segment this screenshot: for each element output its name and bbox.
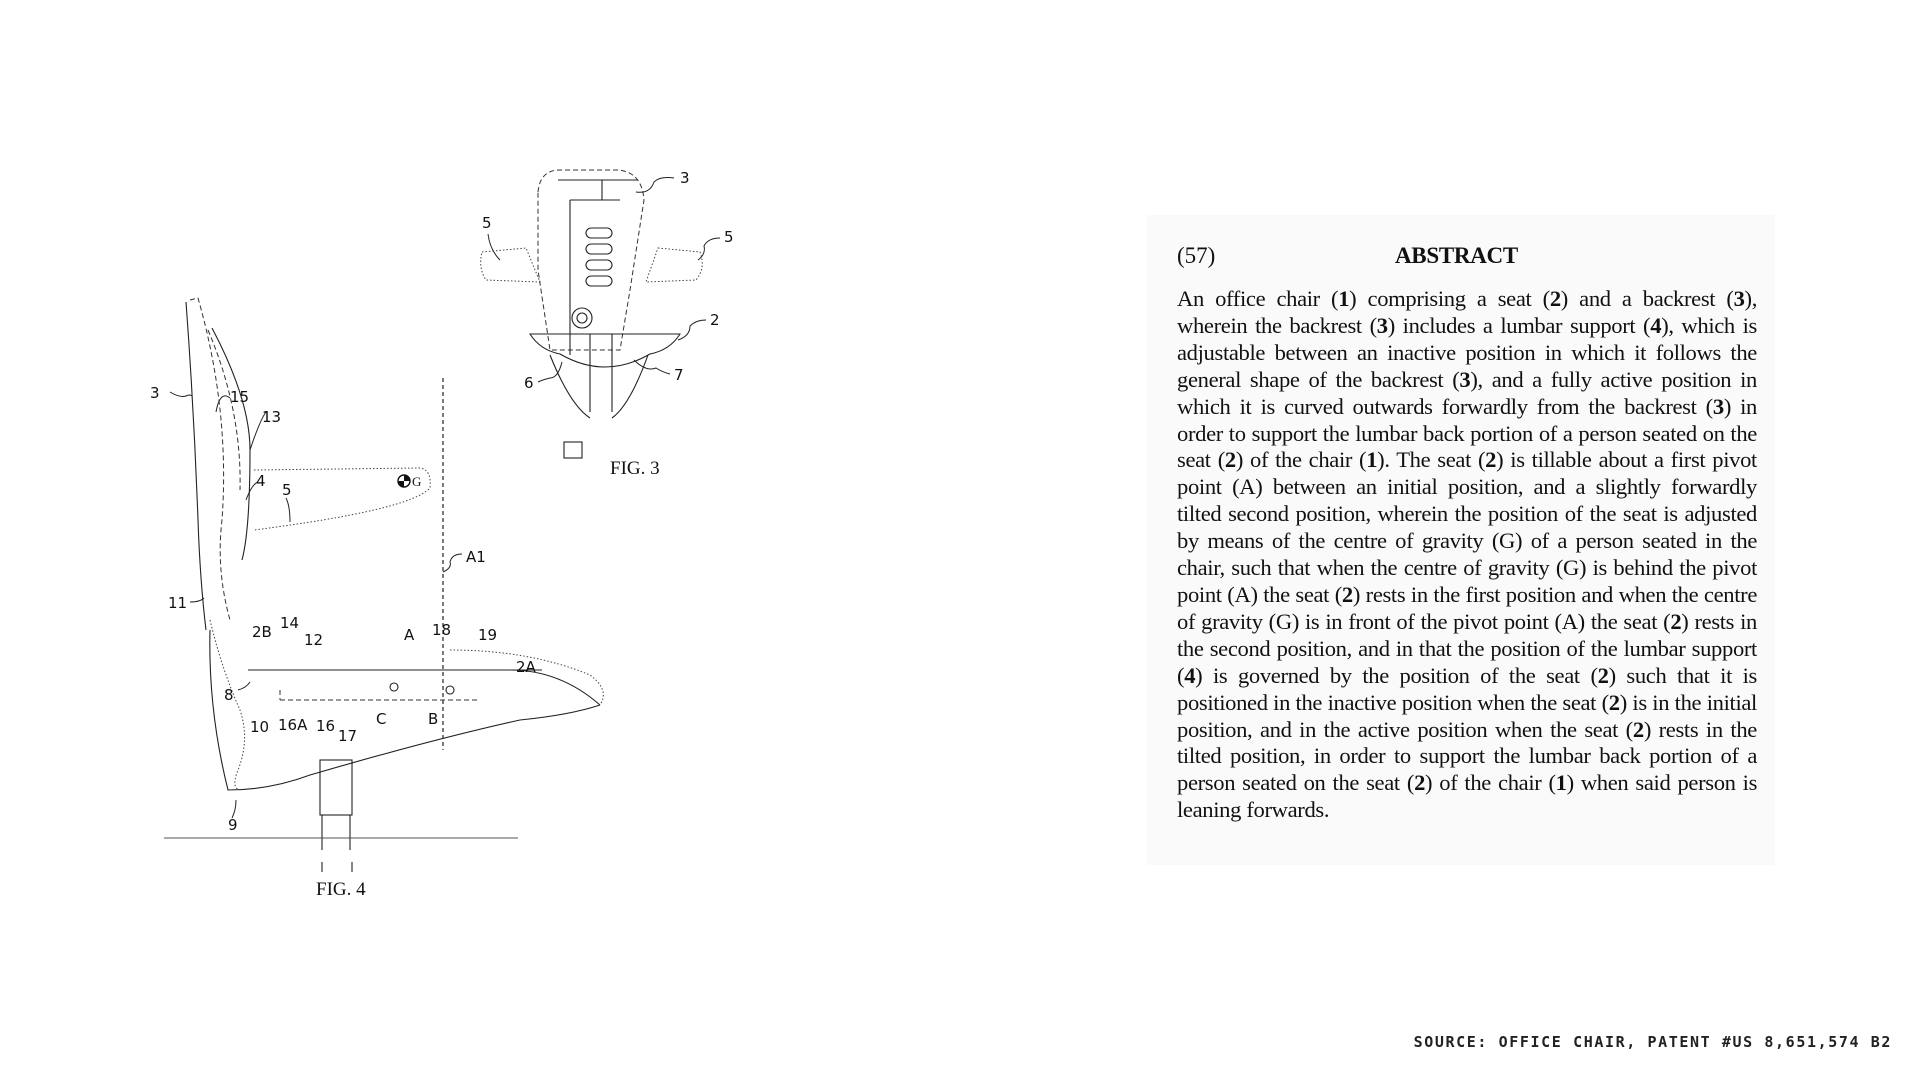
abstract-text: An office chair (: [1177, 286, 1339, 311]
fig4-leader: [443, 554, 462, 572]
fig3-seat-shell: [550, 355, 648, 418]
fig4-leader: [238, 682, 250, 690]
patent-drawings-svg: [150, 150, 750, 950]
reference-numeral: 4: [1184, 662, 1196, 688]
reference-numeral: 2: [1485, 447, 1497, 473]
abstract-title: ABSTRACT: [1395, 243, 1518, 268]
reference-numeral: 3: [1712, 393, 1724, 419]
fig4-gas-column: [320, 760, 352, 815]
fig4-leader: [170, 392, 192, 397]
reference-numeral: 2: [1341, 581, 1353, 607]
fig4-label: 5: [282, 481, 292, 499]
fig4-label: 14: [280, 614, 300, 632]
fig3-label: 5: [482, 214, 492, 232]
fig4-drawing: [150, 298, 603, 900]
fig3-leader-3: [636, 178, 674, 193]
fig4-label: 10: [250, 718, 270, 736]
abstract-text: ) such that it is positioned in the inactive position when the seat (: [1177, 662, 1757, 715]
fig3-label: 2: [710, 311, 720, 329]
fig4-label: 16A: [278, 716, 308, 734]
fig3-leader-5r: [698, 238, 720, 260]
fig4-label: 19: [478, 626, 498, 644]
fig4-leader: [216, 396, 230, 412]
abstract-text: ) rests in the second position, and in that the position of the lumbar support (: [1177, 608, 1758, 688]
fig4-pivot-b: [446, 686, 454, 694]
fig4-label-g: G: [412, 474, 422, 489]
reference-numeral: 1: [1366, 447, 1378, 473]
reference-numeral: 1: [1555, 770, 1567, 796]
fig3-knob-inner: [577, 313, 587, 323]
fig4-leader: [190, 598, 204, 602]
fig3-slot: [586, 276, 612, 286]
abstract-text: ) and a backrest (: [1560, 286, 1734, 311]
fig4-label: 12: [304, 631, 324, 649]
fig4-label: 3: [150, 384, 160, 402]
fig3-backrest-frame: [558, 180, 638, 355]
abstract-number: (57): [1177, 243, 1216, 268]
fig4-backrest-rear: [186, 302, 206, 630]
fig4-label: C: [376, 710, 387, 728]
fig4-label: A1: [466, 548, 486, 566]
abstract-text: ). The seat (: [1377, 447, 1486, 473]
fig4-label: 2A: [516, 658, 536, 676]
abstract-text: ) is tillable about a first pivot point (A) between an initial position, and a slightly forwardly tilted second position, wherein the position of the seat is adjusted by means of the centre of gravity (G) of a person seated in the chair, such that when the centre of gravity (G) is behind the pivot point (A) the seat (: [1177, 447, 1757, 607]
fig3-slot: [586, 260, 612, 270]
abstract-body: [1177, 286, 1757, 824]
abstract-text: ) comprising a seat (: [1349, 286, 1550, 311]
reference-numeral: 2: [1224, 447, 1236, 473]
reference-numeral: 2: [1632, 716, 1644, 742]
fig4-caption: FIG. 4: [316, 879, 366, 900]
reference-numeral: 3: [1459, 366, 1471, 392]
fig4-inner-frame: [208, 330, 240, 490]
reference-numeral: 3: [1733, 286, 1745, 311]
fig3-armrest-left: [481, 248, 540, 282]
fig3-leader-2: [678, 320, 706, 340]
abstract-text: ) in order to support the lumbar back portion of a person seated on the seat (: [1177, 393, 1757, 473]
fig3-slot: [586, 244, 612, 254]
fig3-label: 7: [674, 366, 684, 384]
abstract-text: ) rests in the tilted position, in order to support the lumbar back portion of a person seated on the seat (: [1177, 716, 1757, 796]
fig4-leader: [286, 498, 290, 522]
fig4-label: 2B: [252, 623, 272, 641]
fig4-lumbar-support: [212, 328, 250, 560]
reference-numeral: 3: [1376, 312, 1388, 338]
fig3-leader-7: [634, 360, 670, 374]
fig4-label: 8: [224, 686, 234, 704]
abstract-text: ) of the chair (: [1425, 770, 1556, 796]
fig4-label: 15: [230, 388, 250, 406]
fig3-leader-6: [538, 362, 562, 382]
fig4-label: 17: [338, 727, 358, 745]
fig4-seat-shell: [210, 630, 600, 790]
fig3-armrest-right: [646, 248, 702, 282]
reference-numeral: 2: [1414, 770, 1426, 796]
fig3-base-square: [564, 442, 582, 458]
fig3-knob: [572, 308, 592, 328]
fig4-label: 9: [228, 816, 238, 834]
fig4-label: 11: [168, 594, 188, 612]
reference-numeral: 2: [1549, 286, 1561, 311]
reference-numeral: 1: [1338, 286, 1350, 311]
abstract-text: ) of the chair (: [1235, 447, 1367, 473]
abstract-text: ), wherein the backrest (: [1177, 286, 1758, 338]
abstract-text: ) is in the initial position, and in the active position when the seat (: [1177, 689, 1757, 742]
fig3-label: 5: [724, 228, 734, 246]
fig3-column: [590, 334, 612, 412]
fig4-label: 16: [316, 717, 336, 735]
abstract-text: ) is governed by the position of the seat (: [1195, 662, 1598, 688]
fig4-label: 4: [256, 472, 266, 490]
fig4-pivot-c: [390, 683, 398, 691]
abstract-text: ) when said person is leaning forwards.: [1177, 770, 1758, 823]
fig3-label: 3: [680, 169, 690, 187]
fig3-caption: FIG. 3: [610, 458, 660, 479]
abstract-text: ) includes a lumbar support (: [1387, 312, 1651, 338]
reference-numeral: 2: [1670, 608, 1682, 634]
fig4-shell-edge: [210, 620, 245, 790]
abstract-text: ), which is adjustable between an inactive position in which it follows the general shape of the backrest (: [1177, 312, 1757, 392]
fig4-label: 13: [262, 408, 282, 426]
fig3-label: 6: [524, 374, 534, 392]
abstract-text: ), and a fully active position in which it is curved outwards forwardly from the backrest (: [1177, 366, 1757, 419]
fig3-leader-5l: [488, 234, 500, 260]
source-caption: SOURCE: OFFICE CHAIR, PATENT #US 8,651,574 B2: [1413, 1033, 1892, 1051]
fig3-drawing: [481, 169, 734, 479]
fig4-mechanism-frame: [280, 690, 480, 700]
reference-numeral: 2: [1608, 689, 1620, 715]
fig4-label: A: [404, 626, 415, 644]
reference-numeral: 2: [1597, 662, 1609, 688]
abstract-header: [1177, 243, 1757, 273]
fig3-slot: [586, 228, 612, 238]
abstract-text: ) rests in the first position and when the centre of gravity (G) is in front of the pivot point (A) the seat (: [1177, 581, 1758, 634]
fig4-label: B: [428, 710, 439, 728]
patent-drawings: [150, 150, 750, 950]
reference-numeral: 4: [1650, 312, 1662, 338]
abstract-panel: [1147, 215, 1775, 865]
fig4-label: 18: [432, 621, 452, 639]
